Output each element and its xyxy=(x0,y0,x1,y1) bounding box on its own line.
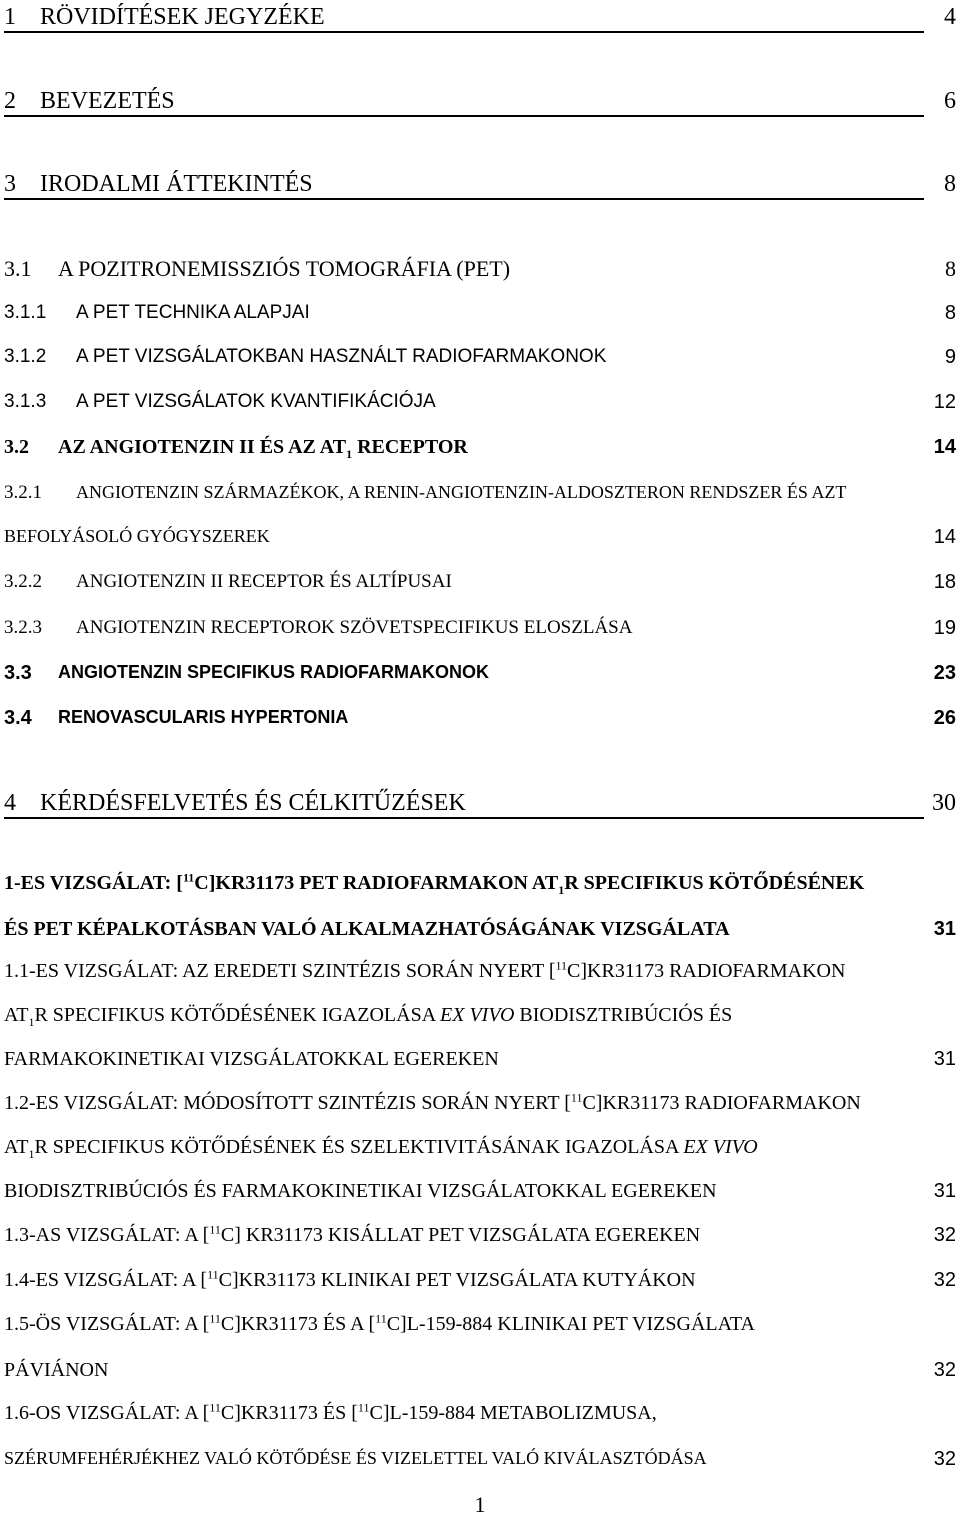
toc-number: 3.1.3 xyxy=(4,391,47,412)
toc-entry-study-1[interactable] xyxy=(0,872,960,944)
toc-entry-study-1-5[interactable] xyxy=(0,1313,960,1389)
toc-title-line-1: 1.1-ES VIZSGÁLAT: AZ EREDETI SZINTÉZIS SORÁN NYERT [$^{11}$C]KR31173 RADIOFARMAKON xyxy=(4,958,846,982)
toc-entry-3-2-2[interactable] xyxy=(0,571,960,597)
toc-title: 1.3-AS VIZSGÁLAT: A [$^{11}$C] KR31173 KISÁLLAT PET VIZSGÁLATA EGEREKEN xyxy=(4,1222,701,1246)
toc-title: AZ ANGIOTENZIN II ÉS AZ $AT_1$ RECEPTOR xyxy=(58,436,468,461)
toc-title-line-1: ANGIOTENZIN SZÁRMAZÉKOK, A RENIN-ANGIOTENZIN-ALDOSZTERON RENDSZER ÉS AZT xyxy=(76,482,847,502)
toc-page: 32 xyxy=(933,1224,956,1246)
toc-title-line-2: $AT_1R$ SPECIFIKUS KÖTŐDÉSÉNEK IGAZOLÁSA EX VIVO BIODISZTRIBÚCIÓS ÉS xyxy=(4,1004,733,1029)
toc-rule xyxy=(4,115,924,117)
toc-entry-3-1-3[interactable] xyxy=(0,391,960,417)
toc-entry-3-2[interactable] xyxy=(0,436,960,464)
toc-title-line-2: $AT_1R$ SPECIFIKUS KÖTŐDÉSÉNEK ÉS SZELEKTIVITÁSÁNAK IGAZOLÁSA EX VIVO xyxy=(4,1136,758,1161)
toc-entry-study-1-6[interactable] xyxy=(0,1402,960,1478)
toc-page: 6 xyxy=(944,88,956,114)
toc-page: 14 xyxy=(933,436,956,458)
toc-rule xyxy=(4,31,924,33)
toc-number: 3.2 xyxy=(4,436,29,458)
toc-entry-2[interactable] xyxy=(0,88,960,120)
toc-page: 9 xyxy=(944,346,956,368)
toc-page: 23 xyxy=(933,662,956,684)
toc-title-line-2: ÉS PET KÉPALKOTÁSBAN VALÓ ALKALMAZHATÓSÁGÁNAK VIZSGÁLATA xyxy=(4,918,730,940)
page-number: 1 xyxy=(474,1492,486,1517)
toc-page: 8 xyxy=(945,256,956,281)
toc-page: 14 xyxy=(933,526,956,548)
toc-rule xyxy=(4,817,924,819)
toc-page: 32 xyxy=(933,1448,956,1470)
toc-entry-3-2-3[interactable] xyxy=(0,617,960,643)
toc-title-line-2: SZÉRUMFEHÉRJÉKHEZ VALÓ KÖTŐDÉSE ÉS VIZELETTEL VALÓ KIVÁLASZTÓDÁSA xyxy=(4,1448,707,1468)
toc-page: 8 xyxy=(944,171,956,197)
toc-entry-3-3[interactable] xyxy=(0,662,960,688)
toc-title-line-1: 1-ES VIZSGÁLAT: [$^{11}$C]KR31173 PET RADIOFARMAKON $AT_1R$ SPECIFIKUS KÖTŐDÉSÉNEK xyxy=(4,870,865,897)
toc-title: ANGIOTENZIN II RECEPTOR ÉS ALTÍPUSAI xyxy=(76,571,452,592)
toc-title-line-2: BEFOLYÁSOLÓ GYÓGYSZEREK xyxy=(4,526,270,546)
toc-entry-3-1[interactable] xyxy=(0,256,960,284)
toc-entry-study-1-4[interactable] xyxy=(0,1269,960,1297)
toc-number: 2 xyxy=(4,88,16,114)
toc-page: 31 xyxy=(933,1048,956,1070)
toc-number: 3.1.1 xyxy=(4,302,47,323)
toc-title-line-1: 1.2-ES VIZSGÁLAT: MÓDOSÍTOTT SZINTÉZIS SORÁN NYERT [$^{11}$C]KR31173 RADIOFARMAKON xyxy=(4,1090,861,1114)
toc-title: BEVEZETÉS xyxy=(40,88,175,114)
toc-number: 3.2.3 xyxy=(4,617,42,638)
toc-number: 3.2.2 xyxy=(4,571,42,592)
toc-title: RENOVASCULARIS HYPERTONIA xyxy=(58,707,349,727)
toc-title: A POZITRONEMISSZIÓS TOMOGRÁFIA (PET) xyxy=(58,256,511,281)
toc-title: ANGIOTENZIN SPECIFIKUS RADIOFARMAKONOK xyxy=(58,662,490,682)
toc-entry-3-1-2[interactable] xyxy=(0,346,960,372)
toc-title: ANGIOTENZIN RECEPTOROK SZÖVETSPECIFIKUS ELOSZLÁSA xyxy=(76,617,633,638)
toc-number: 3.4 xyxy=(4,707,32,729)
toc-title: A PET TECHNIKA ALAPJAI xyxy=(76,302,310,323)
toc-page: 19 xyxy=(933,617,956,639)
toc-page: 4 xyxy=(944,4,956,30)
toc-number: 3.1 xyxy=(4,256,32,281)
toc-entry-3-4[interactable] xyxy=(0,707,960,733)
toc-number: 3 xyxy=(4,171,16,197)
toc-page: 18 xyxy=(933,571,956,593)
toc-rule xyxy=(4,198,924,200)
toc-entry-1[interactable] xyxy=(0,4,960,36)
toc-title: IRODALMI ÁTTEKINTÉS xyxy=(40,171,313,197)
toc-title: RÖVIDÍTÉSEK JEGYZÉKE xyxy=(40,4,325,30)
toc-entry-3-1-1[interactable] xyxy=(0,302,960,328)
toc-entry-study-1-1[interactable] xyxy=(0,960,960,1080)
toc-title: A PET VIZSGÁLATOKBAN HASZNÁLT RADIOFARMAKONOK xyxy=(76,346,607,367)
toc-title: 1.4-ES VIZSGÁLAT: A [$^{11}$C]KR31173 KLINIKAI PET VIZSGÁLATA KUTYÁKON xyxy=(4,1267,696,1291)
toc-page: 26 xyxy=(933,707,956,729)
toc-page: 8 xyxy=(944,302,956,324)
toc-title-line-1: 1.5-ÖS VIZSGÁLAT: A [$^{11}$C]KR31173 ÉS A [$^{11}$C]L-159-884 KLINIKAI PET VIZSGÁLATA xyxy=(4,1311,755,1335)
toc-entry-study-1-3[interactable] xyxy=(0,1224,960,1252)
toc-number: 3.3 xyxy=(4,662,32,684)
toc-page: 31 xyxy=(933,1180,956,1202)
toc-title-line-2: PÁVIÁNON xyxy=(4,1359,109,1381)
toc-title: A PET VIZSGÁLATOK KVANTIFIKÁCIÓJA xyxy=(76,391,436,412)
toc-title-line-3: FARMAKOKINETIKAI VIZSGÁLATOKKAL EGEREKEN xyxy=(4,1048,499,1070)
toc-page: 32 xyxy=(933,1359,956,1381)
toc-number: 4 xyxy=(4,790,16,816)
toc-page: 30 xyxy=(932,790,956,816)
toc-entry-study-1-2[interactable] xyxy=(0,1092,960,1212)
toc-number: 1 xyxy=(4,4,16,30)
toc-page: 31 xyxy=(933,918,956,940)
toc-title-line-3: BIODISZTRIBÚCIÓS ÉS FARMAKOKINETIKAI VIZSGÁLATOKKAL EGEREKEN xyxy=(4,1180,717,1202)
toc-title: KÉRDÉSFELVETÉS ÉS CÉLKITŰZÉSEK xyxy=(40,790,466,816)
toc-number: 3.1.2 xyxy=(4,346,47,367)
toc-entry-3-2-1[interactable] xyxy=(0,482,960,552)
toc-number: 3.2.1 xyxy=(4,482,42,503)
toc-page: 32 xyxy=(933,1269,956,1291)
toc-entry-4[interactable] xyxy=(0,790,960,822)
toc-entry-3[interactable] xyxy=(0,171,960,203)
toc-page: 12 xyxy=(933,391,956,413)
toc-title-line-1: 1.6-OS VIZSGÁLAT: A [$^{11}$C]KR31173 ÉS [$^{11}$C]L-159-884 METABOLIZMUSA, xyxy=(4,1400,657,1424)
